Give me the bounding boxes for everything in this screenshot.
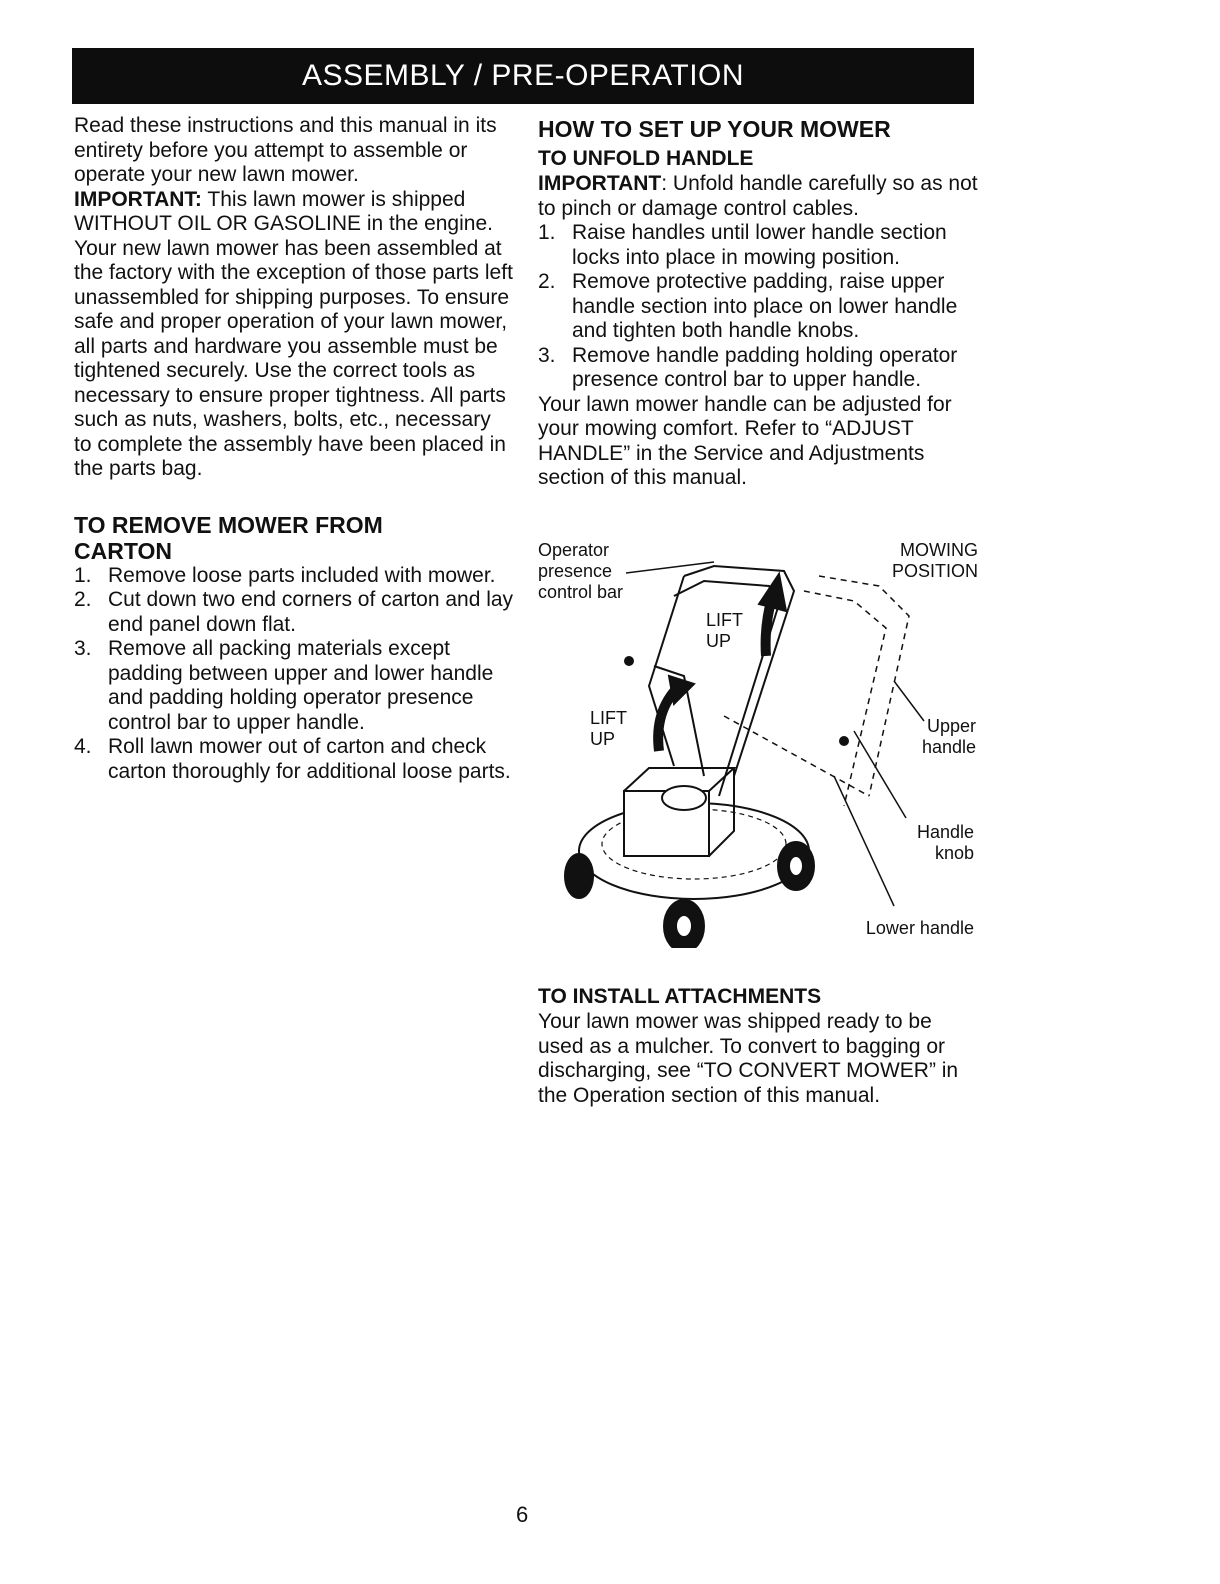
- important-label: IMPORTANT:: [74, 187, 202, 211]
- operator-presence-label: Operator presence control bar: [538, 540, 624, 602]
- handle-knob-label: Handle knob: [916, 822, 974, 863]
- intro-paragraph: Read these instructions and this manual in its entirety before you attempt to assemble or operate your new lawn mower.: [74, 114, 497, 186]
- section-banner: [72, 48, 974, 104]
- adjust-paragraph: Your lawn mower handle can be adjusted for your mowing comfort. Refer to “ADJUST HANDLE” in the Service and Adjustments section of this manual.: [538, 392, 952, 489]
- section-title: ASSEMBLY / PRE-OPERATION: [301, 59, 745, 92]
- lift-up-label-upper: LIFT UP: [706, 610, 743, 651]
- important-text: : Unfold handle carefully so as not to pinch or damage control cables.: [538, 172, 978, 220]
- install-attachments-heading: TO INSTALL ATTACHMENTS: [538, 985, 822, 1008]
- right-column: [538, 116, 978, 491]
- list-item: 3. Remove all packing materials except padding between upper and lower handle and padding holding operator presence control bar to upper handle.: [74, 637, 494, 734]
- important-label: IMPORTANT: [538, 172, 662, 195]
- unfold-important-note: [538, 172, 978, 221]
- list-item: 4. Roll lawn mower out of carton and check carton thoroughly for additional loose parts.: [74, 735, 511, 783]
- install-attachments-text: Your lawn mower was shipped ready to be used as a mulcher. To convert to bagging or discharging, see “TO CONVERT MOWER” in the Operation section of this manual.: [538, 1010, 959, 1107]
- setup-heading: HOW TO SET UP YOUR MOWER: [538, 116, 891, 142]
- list-item: 3. Remove handle padding holding operator presence control bar to upper handle.: [538, 343, 958, 391]
- list-item: 1. Raise handles until lower handle section locks into place in mowing position.: [538, 221, 947, 269]
- remove-steps-list: [74, 564, 514, 785]
- assembly-paragraph: Your new lawn mower has been assembled at the factory with the exception of those parts left unassembled for shipping purposes. To ensure safe and proper operation of your lawn mower, all parts and hardware you assemble must be tightened securely. Use the correct tools as necessary to ensure proper tightness. All parts such as nuts, washers, bolts, etc., necessary to complete the assembly have been placed in the parts bag.: [74, 236, 513, 480]
- unfold-steps-list: [538, 221, 978, 393]
- important-note: [74, 188, 514, 237]
- remove-mower-heading: TO REMOVE MOWER FROM CARTON: [74, 511, 383, 564]
- lift-up-label-lower: LIFT UP: [590, 708, 627, 749]
- lower-handle-label: Lower handle: [865, 918, 974, 938]
- list-item: 2. Remove protective padding, raise upper handle section into place on lower handle and tighten both handle knobs.: [538, 270, 958, 342]
- page-number: 6: [516, 1502, 529, 1527]
- unfold-handle-heading: TO UNFOLD HANDLE: [538, 147, 754, 170]
- install-attachments-section: [538, 984, 968, 1108]
- important-text: This lawn mower is shipped WITHOUT OIL OR GASOLINE in the engine.: [74, 187, 493, 235]
- list-item: 1. Remove loose parts included with mower.: [74, 563, 496, 587]
- left-column: [74, 114, 514, 784]
- mowing-position-label: MOWING POSITION: [891, 540, 978, 581]
- list-item: 2. Cut down two end corners of carton and lay end panel down flat.: [74, 588, 514, 636]
- mower-handle-diagram: [534, 536, 980, 948]
- upper-handle-label: Upper handle: [921, 716, 976, 757]
